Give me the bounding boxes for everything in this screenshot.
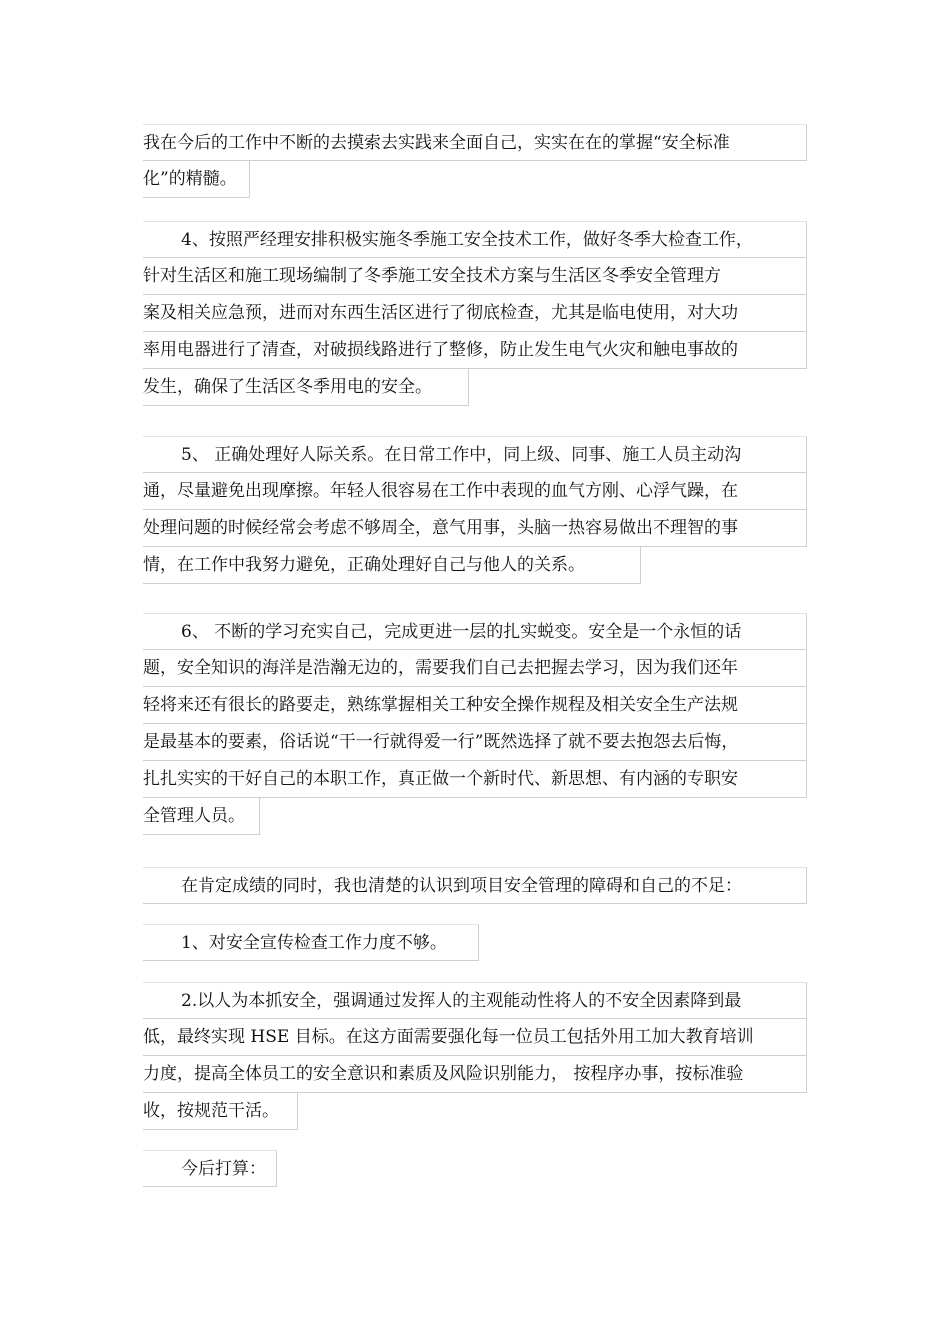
text-line: 我在今后的工作中不断的去摸索去实践来全面自己，实实在在的掌握“安全标准 — [143, 124, 807, 161]
paragraph-3 — [143, 436, 807, 588]
text-line: 扎扎实实的干好自己的本职工作，真正做一个新时代、新思想、有内涵的专职安 — [143, 761, 807, 798]
text-line: 化”的精髓。 — [143, 161, 250, 198]
text-line: 案及相关应急预，进而对东西生活区进行了彻底检查，尤其是临电使用，对大功 — [143, 295, 807, 332]
text-line: 是最基本的要素，俗话说“干一行就得爱一行”既然选择了就不要去抱怨去后悔， — [143, 724, 807, 761]
text-line: 轻将来还有很长的路要走，熟练掌握相关工种安全操作规程及相关安全生产法规 — [143, 687, 807, 724]
paragraph-8 — [143, 1150, 807, 1191]
text-line: 收，按规范干活。 — [143, 1093, 298, 1130]
text-line: 低，最终实现 HSE 目标。在这方面需要强化每一位员工包括外用工加大教育培训 — [143, 1019, 807, 1056]
text-line: 1、对安全宣传检查工作力度不够。 — [143, 924, 479, 961]
text-line: 题，安全知识的海洋是浩瀚无边的，需要我们自己去把握去学习，因为我们还年 — [143, 650, 807, 687]
text-line: 率用电器进行了清查，对破损线路进行了整修，防止发生电气火灾和触电事故的 — [143, 332, 807, 369]
text-line: 2.以人为本抓安全，强调通过发挥人的主观能动性将人的不安全因素降到最 — [143, 982, 807, 1019]
text-line: 全管理人员。 — [143, 798, 260, 835]
text-line: 针对生活区和施工现场编制了冬季施工安全技术方案与生活区冬季安全管理方 — [143, 258, 807, 295]
text-line: 发生，确保了生活区冬季用电的安全。 — [143, 369, 469, 406]
text-line: 处理问题的时候经常会考虑不够周全，意气用事，头脑一热容易做出不理智的事 — [143, 510, 807, 547]
text-line: 6、 不断的学习充实自己，完成更进一层的扎实蜕变。安全是一个永恒的话 — [143, 613, 807, 650]
text-line: 通，尽量避免出现摩擦。年轻人很容易在工作中表现的血气方刚、心浮气躁，在 — [143, 473, 807, 510]
paragraph-5 — [143, 867, 807, 904]
text-line: 情，在工作中我努力避免，正确处理好自己与他人的关系。 — [143, 547, 641, 584]
paragraph-1 — [143, 124, 807, 202]
text-line: 4、按照严经理安排积极实施冬季施工安全技术工作，做好冬季大检查工作， — [143, 221, 807, 258]
text-line: 在肯定成绩的同时，我也清楚的认识到项目安全管理的障碍和自己的不足： — [143, 867, 807, 904]
text-line: 5、 正确处理好人际关系。在日常工作中，同上级、同事、施工人员主动沟 — [143, 436, 807, 473]
text-line: 今后打算： — [143, 1150, 277, 1187]
paragraph-6 — [143, 924, 807, 965]
paragraph-4 — [143, 613, 807, 839]
text-line: 力度，提高全体员工的安全意识和素质及风险识别能力， 按程序办事，按标准验 — [143, 1056, 807, 1093]
paragraph-7 — [143, 982, 807, 1134]
paragraph-2 — [143, 221, 807, 410]
